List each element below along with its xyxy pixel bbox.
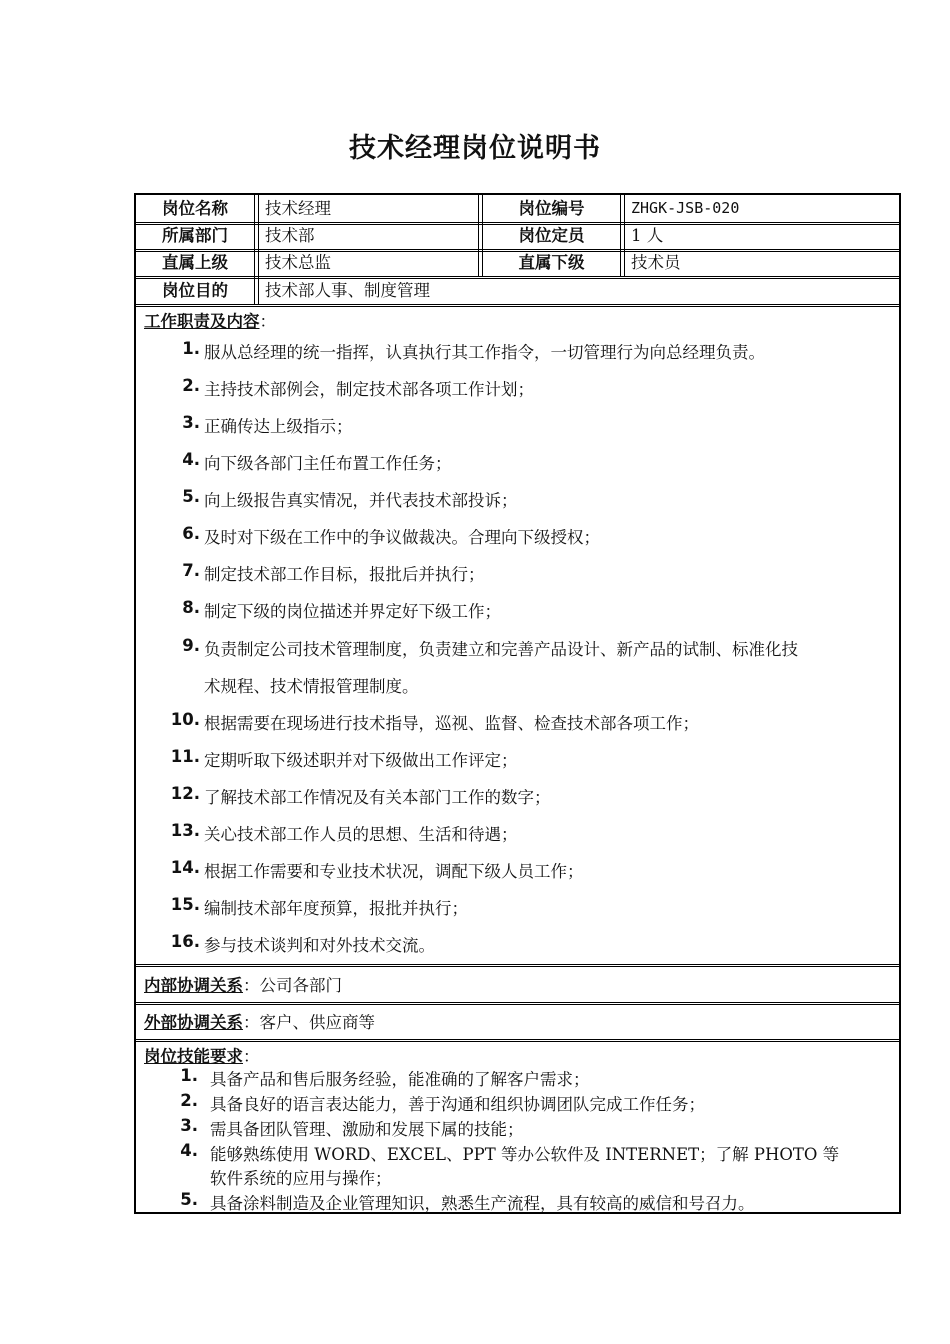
col-divider [254, 194, 255, 304]
list-item: 5. 向上级报告真实情况，并代表技术部投诉； [182, 487, 518, 510]
value-direct-subordinate: 技术员 [631, 253, 681, 272]
internal-coordination-value: 公司各部门 [259, 976, 342, 995]
label-headcount: 岗位定员 [518, 226, 585, 245]
list-item: 11. 定期听取下级述职并对下级做出工作评定； [170, 747, 518, 770]
list-item: 10. 根据需要在现场进行技术指导，巡视、监督、检查技术部各项工作； [170, 710, 699, 733]
label-position-purpose: 岗位目的 [162, 281, 228, 300]
skills-heading: 岗位技能要求： [144, 1047, 260, 1066]
list-item: 2. 具备良好的语言表达能力，善于沟通和组织协调团队完成工作任务； [180, 1091, 705, 1114]
list-item: 12. 了解技术部工作情况及有关本部门工作的数字； [170, 784, 551, 807]
list-item: 3. 需具备团队管理、激励和发展下属的技能； [180, 1116, 524, 1139]
list-item: 6. 及时对下级在工作中的争议做裁决。合理向下级授权； [182, 524, 600, 547]
document-title: 技术经理岗位说明书 [349, 133, 601, 164]
list-item: 4. 能够熟练使用 WORD、EXCEL、PPT 等办公软件及 INTERNET；了解 PHOTO 等 [180, 1141, 840, 1164]
value-position-name: 技术经理 [265, 199, 331, 218]
value-headcount: 1 人 [631, 226, 664, 245]
external-coordination-value: 客户、供应商等 [259, 1013, 375, 1032]
list-item: 1. 具备产品和售后服务经验，能准确的了解客户需求； [180, 1066, 590, 1089]
list-item: 3. 正确传达上级指示； [182, 413, 353, 436]
list-item: 4. 向下级各部门主任布置工作任务； [182, 450, 452, 473]
external-coordination: 外部协调关系：客户、供应商等 [144, 1013, 375, 1032]
internal-coordination: 内部协调关系：公司各部门 [144, 976, 342, 995]
label-position-name: 岗位名称 [162, 199, 228, 218]
list-item-continuation: 软件系统的应用与操作； [210, 1169, 392, 1188]
value-department: 技术部 [265, 226, 315, 245]
list-item: 2. 主持技术部例会，制定技术部各项工作计划； [182, 376, 534, 399]
list-item: 8. 制定下级的岗位描述并界定好下级工作； [182, 598, 501, 621]
label-direct-superior: 直属上级 [162, 253, 228, 272]
list-item: 13. 关心技术部工作人员的思想、生活和待遇； [170, 821, 518, 844]
row-divider [134, 964, 901, 969]
label-position-code: 岗位编号 [518, 199, 585, 218]
list-item: 14. 根据工作需要和专业技术状况，调配下级人员工作； [170, 858, 584, 881]
list-item: 15. 编制技术部年度预算，报批并执行； [170, 895, 468, 918]
list-item-continuation: 术规程、技术情报管理制度。 [204, 677, 419, 696]
value-direct-superior: 技术总监 [265, 253, 331, 272]
list-item: 1. 服从总经理的统一指挥，认真执行其工作指令，一切管理行为向总经理负责。 [182, 339, 765, 362]
row-divider [134, 1002, 901, 1007]
duties-heading: 工作职责及内容： [144, 312, 276, 331]
col-divider [620, 194, 621, 277]
value-position-purpose: 技术部人事、制度管理 [265, 281, 430, 300]
label-department: 所属部门 [162, 226, 228, 245]
list-item: 5. 具备涂料制造及企业管理知识，熟悉生产流程，具有较高的威信和号召力。 [180, 1190, 755, 1213]
list-item: 7. 制定技术部工作目标，报批后并执行； [182, 561, 485, 584]
value-position-code: ZHGK-JSB-020 [631, 199, 740, 217]
label-direct-subordinate: 直属下级 [518, 253, 585, 272]
list-item: 16. 参与技术谈判和对外技术交流。 [170, 932, 435, 955]
list-item: 9. 负责制定公司技术管理制度，负责建立和完善产品设计、新产品的试制、标准化技 [182, 636, 798, 659]
